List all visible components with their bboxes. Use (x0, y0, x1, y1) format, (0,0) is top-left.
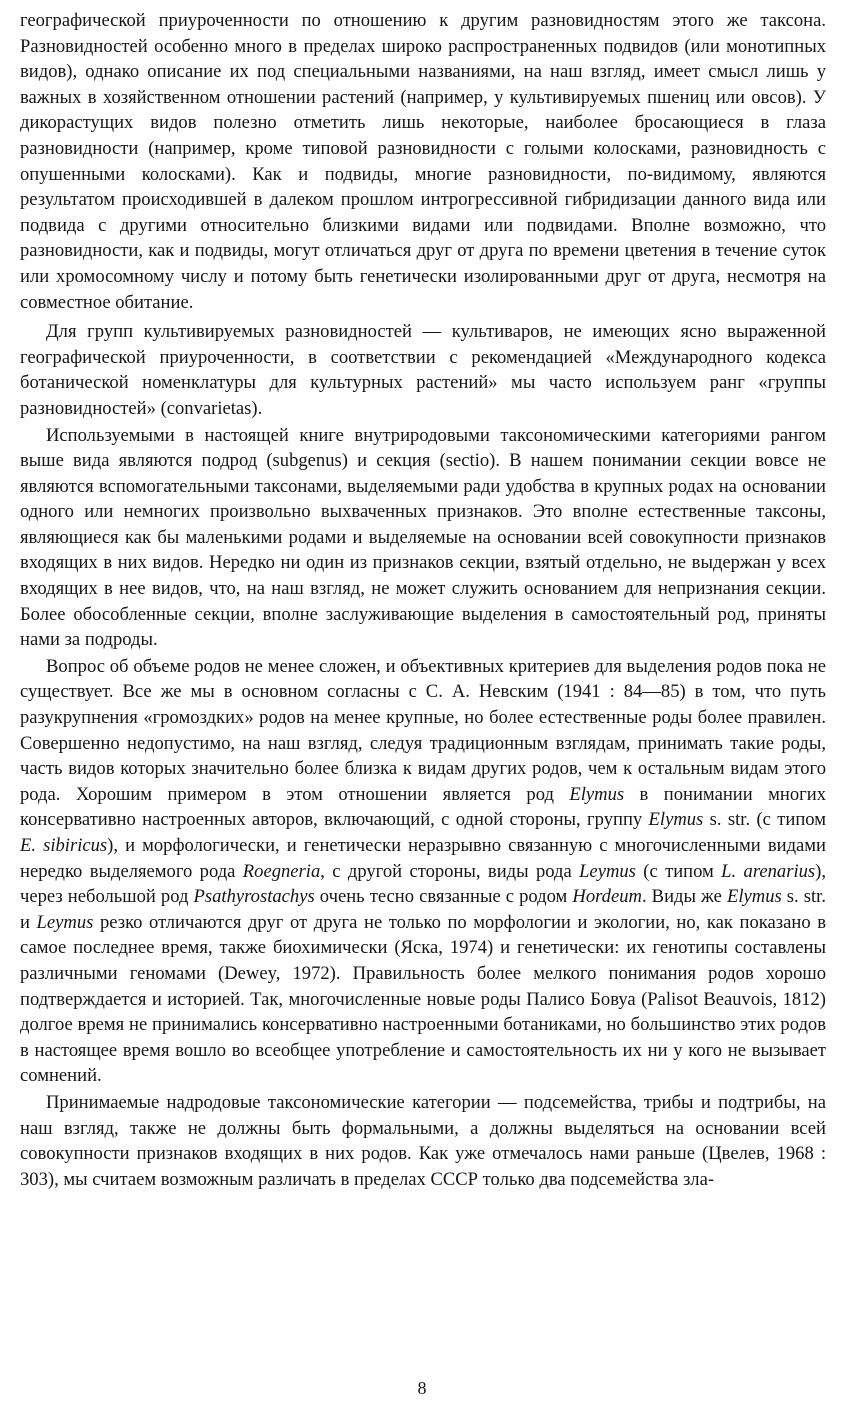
text-run: очень тесно связанные с родом (314, 886, 573, 908)
italic-taxon-name: E. sibiricus (20, 835, 108, 856)
text-run: ), через небольшой род (20, 860, 826, 908)
text-run: (с типом (635, 860, 722, 882)
body-paragraph (20, 319, 826, 421)
page-number: 8 (417, 1378, 427, 1398)
text-run: в понимании многих консервативно настроенных авторов, включающий, с одной стороны, группу (20, 783, 826, 831)
italic-taxon-name: Elymus (726, 886, 782, 908)
text-run: Для групп культивируемых разновидностей — культиваров, не имеющих ясно выраженной географической приуроченности, в соответствии с рекомендацией «Международного кодекса ботанической номенклатуры для культурных растений» мы часто используем ранг «группы разновидностей» (convarietas). (20, 321, 826, 419)
italic-taxon-name: Hordeum (572, 886, 642, 908)
text-run: Принимаемые надродовые таксономические категории — подсемейства, трибы и подтрибы, на наш взгляд, также не должны быть формальными, а должны выделяться на основании всей совокупности признаков входящих в них родов. Как уже отмечалось нами раньше (Цвелев, 1968 : 303), мы считаем возможным различать в пределах СССР только два подсемейства зла- (20, 1091, 826, 1190)
italic-taxon-name: Elymus (648, 809, 704, 831)
body-paragraph (20, 423, 826, 653)
italic-taxon-name: Roegneria (242, 860, 321, 882)
text-run: географической приуроченности по отношению к другим разновидностям этого же таксона. Разновидностей особенно много в пределах широко распространенных подвидов (или монотипных видов), однако описание их под специальными названиями, на наш взгляд, имеет смысл лишь у важных в хозяйственном отношении растений (например, у культивируемых пшениц или овсов). У дикорастущих видов полезно отметить лишь некоторые, наиболее бросающиеся в глаза разновидности (например, кроме типовой разновидности с голыми колосками, разновидность с опушенными колосками). Как и подвиды, многие разновидности, по-видимому, являются результатом происходившей в далеком прошлом интрогрессивной гибридизации данного вида или подвида с другими относительно близкими видами или подвидами. Вполне возможно, что разновидности, как и подвиды, могут отличаться друг от друга по времени цветения в течение суток или хромосомному числу и потому быть генетически изолированными друг от друга, несмотря на совместное обитание. (20, 10, 826, 313)
text-run: ), и морфологически, и генетически неразрывно связанную с многочисленными видами нередко выделяемого рода (20, 835, 826, 882)
text-run: , с другой стороны, виды рода (320, 860, 580, 882)
body-paragraph (20, 654, 826, 1089)
text-run: s. str. (с типом (703, 809, 826, 831)
italic-taxon-name: Leymus (36, 911, 94, 933)
text-run: s. str. и (20, 886, 826, 933)
text-run: Вопрос об объеме родов не менее сложен, и объективных критериев для выделения родов пока не существует. Все же мы в основном согласны с С. А. Невским (1941 : 84—85) в том, что путь разукрупнения «громоздких» родов на менее крупные, но более естественные роды более правилен. Совершенно недопустимо, на наш взгляд, следуя традиционным взглядам, принимать такие роды, часть видов которых значительно более близка к видам других родов, чем к остальным видам этого рода. Хорошим примером в этом отношении является род (20, 655, 826, 805)
body-paragraph (20, 8, 826, 315)
text-run: Используемыми в настоящей книге внутриродовыми таксономическими категориями рангом выше вида являются подрод (subgenus) и секция (sectio). В нашем понимании секции вовсе не являются вспомогательными таксонами, выделяемыми ради удобства в крупных родах на основании одного или немногих произвольно выхваченных признаков. Это вполне естественные таксоны, являющиеся как бы маленькими родами и выделяемые на основании всей совокупности признаков входящих в них видов. Нередко ни один из признаков секции, взятый отдельно, не выдержан у всех входящих в нее видов, что, на наш взгляд, не может служить основанием для непризнания секции. Более обособленные секции, вполне заслуживающие выделения в самостоятельный род, приняты нами за подроды. (20, 424, 826, 651)
italic-taxon-name: Elymus (569, 783, 625, 805)
text-run: . Виды же (641, 886, 727, 908)
italic-taxon-name: Psathyrostachys (193, 886, 315, 908)
body-paragraph (20, 1090, 826, 1192)
document-page (20, 8, 826, 1193)
italic-taxon-name: L. arenarius (721, 860, 816, 882)
text-run: резко отличаются друг от друга не только по морфологии и экологии, но, как показано в самое последнее время, также биохимически (Яска, 1974) и генетически: их генотипы составлены различными геномами (Dewey, 1972). Правильность более мелкого понимания родов хорошо подтверждается и историей. Так, многочисленные новые роды Палисо Бовуа (Palisot Beauvois, 1812) долгое время не принимались консервативно настроенными ботаниками, но большинство этих родов в настоящее время вошло во всеобщее употребление и самостоятельность их ни у кого не вызывает сомнений. (20, 911, 826, 1087)
italic-taxon-name: Leymus (579, 860, 636, 882)
